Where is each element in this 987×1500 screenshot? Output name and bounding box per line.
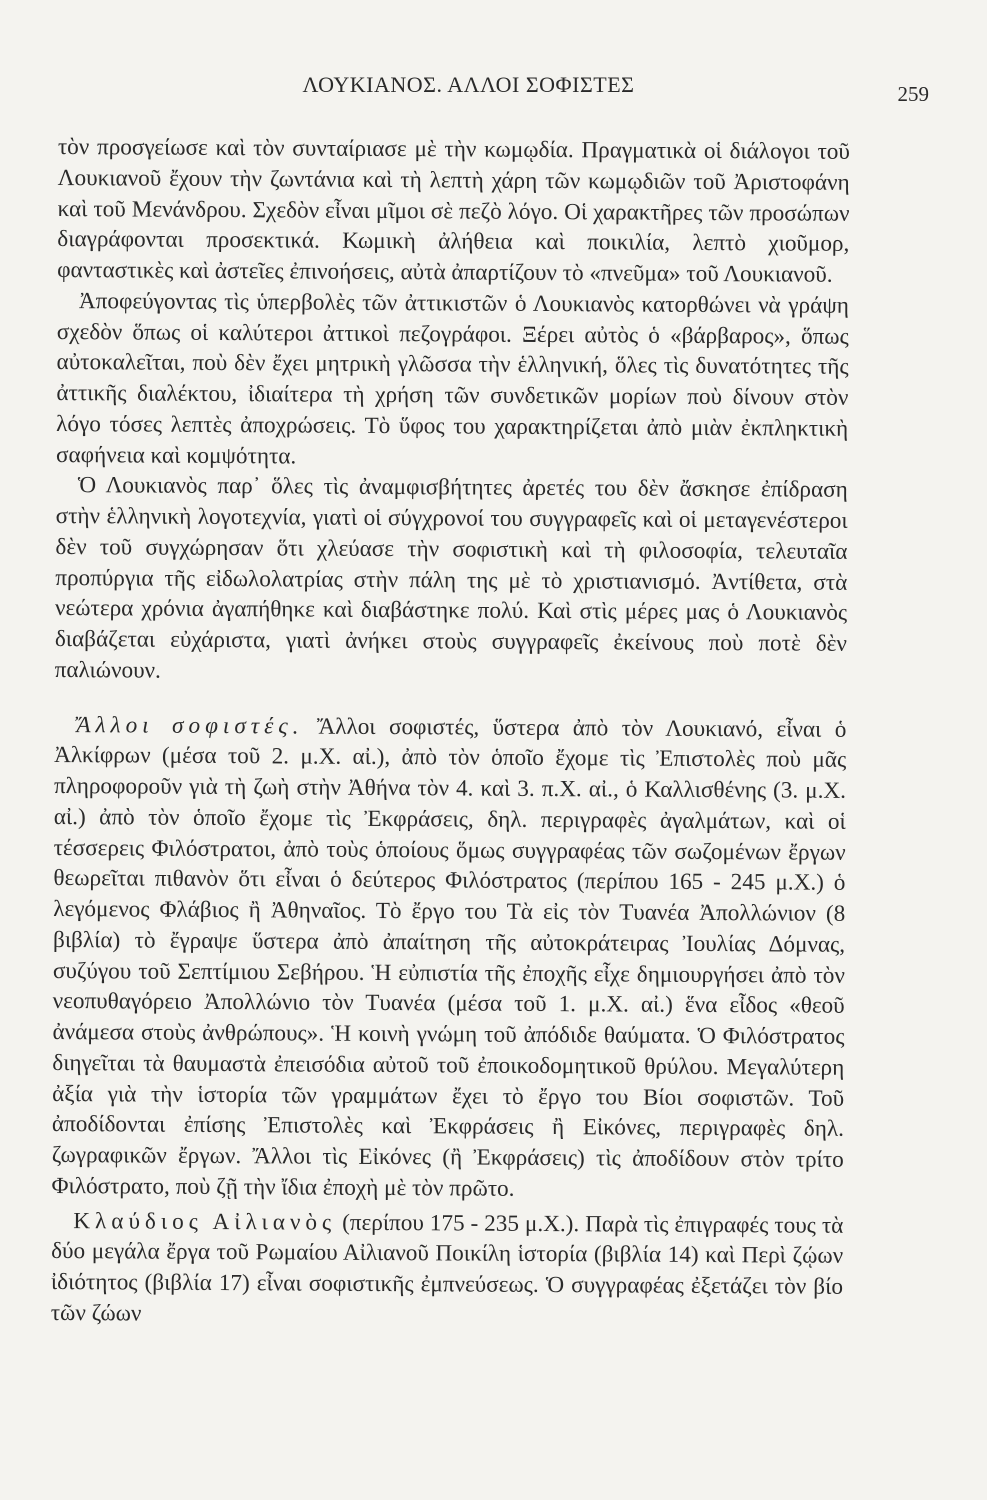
paragraph-aelian (51, 1205, 844, 1333)
section-heading-other-sophists: Ἄλλοι σοφιστές. (76, 711, 304, 740)
other-sophists-text: Ἄλλοι σοφιστές, ὕστερα ἀπὸ τὸν Λουκιανό, εἶναι ὁ Ἀλκίφρων (μέσα τοῦ 2. μ.Χ. αἰ.), ἀπὸ τὸν ὁποῖο ἔχομε τὶς Ἐπιστολὲς ποὺ μᾶς πληροφοροῦν γιὰ τὴ ζωὴ στὴν Ἀθήνα τὸν 4. καὶ 3. π.Χ. αἰ., ὁ Καλλισθένης (3. μ.Χ. αἰ.) ἀπὸ τὸν ὁποῖο ἔχομε τὶς Ἐκφράσεις, δηλ. περιγραφὲς ἀγαλμάτων, καὶ οἱ τέσσερεις Φιλόστρατοι, ἀπὸ τοὺς ὁποίους ὅμως συγγραφέας τῶν σωζομένων ἔργων θεωρεῖται πιθανὸν ὅτι εἶναι ὁ δεύτερος Φιλόστρατος (περίπου 165 - 245 μ.Χ.) ὁ λεγόμενος Φλάβιος ἢ Ἀθηναῖος. Τὸ ἔργο του Τὰ εἰς τὸν Τυανέα Ἀπολλώνιον (8 βιβλία) τὸ ἔγραψε ὕστερα ἀπὸ ἀπαίτηση τῆς αὐτοκράτειρας Ἰουλίας Δόμνας, συζύγου τοῦ Σεπτίμιου Σεβήρου. Ἡ εὐπιστία τῆς ἐποχῆς εἶχε δημιουργήσει ἀπὸ τὸν νεοπυθαγόρειο Ἀπολλώνιο τὸν Τυανέα (μέσα τοῦ 1. μ.Χ. αἰ.) ἕνα εἶδος «θεοῦ ἀνάμεσα στοὺς ἀνθρώπους». Ἡ κοινὴ γνώμη τοῦ ἀπόδιδε θαύματα. Ὁ Φιλόστρατος διηγεῖται τὰ θαυμαστὰ ἐπεισόδια αὐτοῦ τοῦ ἐποικοδομητικοῦ θρύλου. Μεγαλύτερη ἀξία γιὰ τὴν ἱστορία τῶν γραμμάτων ἔχει τὸ ἔργο του Βίοι σοφιστῶν. Τοῦ ἀποδίδονται ἐπίσης Ἐπιστολὲς καὶ Ἐκφράσεις ἢ Εἰκόνες, περιγραφὲς δηλ. ζωγραφικῶν ἔργων. Ἄλλοι τὶς Εἰκόνες (ἢ Ἐκφράσεις) τὶς ἀποδίδουν στὸν τρίτο Φιλόστρατο, ποὺ ζῇ τὴν ἴδια ἐποχὴ μὲ τὸν πρῶτο. (51, 713, 847, 1202)
paragraph-other-sophists (51, 709, 846, 1206)
page-header (60, 72, 929, 106)
page-number: 259 (897, 82, 929, 106)
paragraph-comedy: τὸν προσγείωσε καὶ τὸν συνταίριασε μὲ τὴν κωμῳδία. Πραγματικὰ οἱ διάλογοι τοῦ Λουκιανοῦ ἔχουν τὴν ζωντάνια καὶ τὴ λεπτὴ χάρη τῶν κωμῳδιῶν τοῦ Ἀριστοφάνη καὶ τοῦ Μενάνδρου. Σχεδὸν εἶναι μῖμοι σὲ πεζὸ λόγο. Οἱ χαρακτῆρες τῶν προσώπων διαγράφονται προσεκτικά. Κωμικὴ ἀλήθεια καὶ ποικιλία, λεπτὸ χιοῦμορ, φανταστικὲς καὶ ἀστεῖες ἐπινοήσεις, αὐτὰ ἀπαρτίζουν τὸ «πνεῦμα» τοῦ Λουκιανοῦ. (57, 133, 850, 288)
paragraph-influence: Ὁ Λουκιανὸς παρ᾽ ὅλες τὶς ἀναμφισβήτητες ἀρετές του δὲν ἄσκησε ἐπίδραση στὴν ἑλληνικὴ λογοτεχνία, γιατὶ οἱ σύγχρονοί του συγγραφεῖς καὶ οἱ μεταγενέστεροι δὲν τοῦ συγχώρησαν ὅτι χλεύασε τὴν σοφιστικὴ καὶ τὴ φιλοσοφία, τελευταῖα προπύργια τῆς εἰδωλολατρίας στὴν πάλη της μὲ τὸ χριστιανισμό. Ἀντίθετα, στὰ νεώτερα χρόνια ἀγαπήθηκε καὶ διαβάστηκε πολύ. Καὶ στὶς μέρες μας ὁ Λουκιανὸς διαβάζεται εὐχάριστα, γιατὶ ἀνήκει στοὺς συγγραφεῖς ἐκείνους ποὺ ποτὲ δὲν παλιώνουν. (54, 472, 848, 684)
aelian-text: (περίπου 175 - 235 μ.Χ.). Παρὰ τὶς ἐπιγραφές τους τὰ δύο μεγάλα ἔργα τοῦ Ρωμαίου Αἰλιανοῦ Ποικίλη ἱστορία (βιβλία 14) καὶ Περὶ ζῴων ἰδιότητος (βιβλία 17) εἶναι σοφιστικῆς ἐμπνεύσεως. Ὁ συγγραφέας ἐξετάζει τὸν βίο τῶν ζώων (50, 1209, 844, 1327)
aelian-name: Κλαύδιος Αἰλιανὸς (73, 1207, 337, 1236)
running-head: ΛΟΥΚΙΑΝΟΣ. ΑΛΛΟΙ ΣΟΦΙΣΤΕΣ (302, 72, 635, 97)
body-text (51, 132, 850, 1333)
paragraph-style: Ἀποφεύγοντας τὶς ὑπερβολὲς τῶν ἀττικιστῶν ὁ Λουκιανὸς κατορθώνει νὰ γράψη σχεδὸν ὅπως οἱ καλύτεροι ἀττικοὶ πεζογράφοι. Ξέρει αὐτὸς ὁ «βάρβαρος», ὅπως αὐτοκαλεῖται, ποὺ δὲν ἔχει μητρικὴ γλῶσσα τὴν ἑλληνική, ὅλες τὶς δυνατότητες τῆς ἀττικῆς διαλέκτου, ἰδιαίτερα τὴ χρήση τῶν συνδετικῶν μορίων ποὺ δίνουν στὸν λόγο τόσες λεπτὲς ἀποχρώσεις. Τὸ ὕφος του χαρακτηρίζεται ἀπὸ μιὰν ἐκπληκτικὴ σαφήνεια καὶ κομψότητα. (55, 287, 850, 469)
